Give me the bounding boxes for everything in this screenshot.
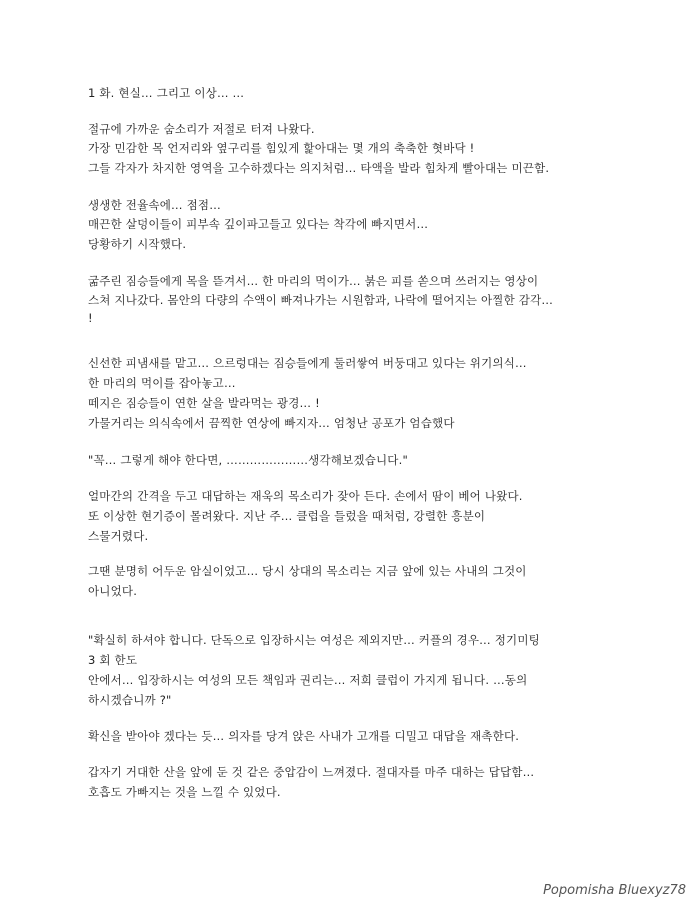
chapter-heading: 1 화. 현실… 그리고 이상… …	[88, 86, 245, 100]
paragraph-line: 얼마간의 간격을 두고 대답하는 재욱의 목소리가 잦아 든다. 손에서 땀이 베어 나왔다.	[88, 489, 523, 503]
dialogue-line: "확실히 하셔야 합니다. 단독으로 입장하시는 여성은 제외지만… 커플의 경우… 정기미팅	[88, 633, 540, 647]
paragraph-line: 굶주린 짐승들에게 목을 뜯겨서… 한 마리의 먹이가… 붉은 피를 쏟으며 쓰러지는 영상이	[88, 274, 539, 288]
dialogue-line: 안에서… 입장하시는 여성의 모든 책임과 권리는… 저희 클럽이 가지게 됩니다. …동의	[88, 673, 528, 687]
paragraph-line: 갑자기 거대한 산을 앞에 둔 것 같은 중압감이 느껴졌다. 절대자를 마주 대하는 답답함…	[88, 765, 535, 779]
watermark: Popomisha Bluexyz78	[543, 883, 686, 898]
paragraph-line: 또 이상한 현기증이 몰려왔다. 지난 주… 클럽을 들렀을 때처럼, 강렬한 흥분이	[88, 509, 486, 523]
paragraph-line: 그들 각자가 차지한 영역을 고수하겠다는 의지처럼… 타액을 발라 힘차게 빨아대는 미끈함.	[88, 161, 550, 175]
paragraph-line: 스쳐 지나갔다. 몸안의 다량의 수액이 빠져나가는 시원함과, 나락에 떨어지는 아찔한 감각…	[88, 293, 554, 307]
paragraph-line: 신선한 피냄새를 맡고… 으르렁대는 짐승들에게 둘러쌓여 버둥대고 있다는 위기의식…	[88, 356, 527, 370]
paragraph-line: 당황하기 시작했다.	[88, 237, 187, 251]
paragraph-line: 가물거리는 의식속에서 끔찍한 연상에 빠지자… 엄청난 공포가 엄습했다	[88, 416, 455, 430]
paragraph-line: 가장 민감한 목 언저리와 옆구리를 힘있게 핥아대는 몇 개의 축축한 혓바닥 !	[88, 141, 475, 155]
paragraph-line: 생생한 전율속에… 점점…	[88, 198, 221, 212]
dialogue-line: "꼭… 그렇게 해야 한다면, …………………생각해보겠습니다."	[88, 453, 408, 467]
paragraph-line: 매끈한 살덩이들이 피부속 깊이파고들고 있다는 착각에 빠지면서…	[88, 217, 429, 231]
paragraph-line: 한 마리의 먹이를 잡아놓고…	[88, 376, 236, 390]
paragraph-line: !	[88, 311, 93, 325]
paragraph-line: 아니었다.	[88, 584, 138, 598]
dialogue-line: 하시겠습니까 ?"	[88, 693, 172, 707]
paragraph-line: 확신을 받아야 겠다는 듯… 의자를 당겨 앉은 사내가 고개를 디밀고 대답을 재촉한다.	[88, 729, 520, 743]
paragraph-line: 그땐 분명히 어두운 암실이었고… 당시 상대의 목소리는 지금 앞에 있는 사내의 그것이	[88, 564, 527, 578]
dialogue-line: 3 회 한도	[88, 653, 138, 667]
paragraph-line: 스물거렸다.	[88, 529, 149, 543]
paragraph-line: 떼지은 짐승들이 연한 살을 발라먹는 광경… !	[88, 396, 320, 410]
paragraph-line: 호흡도 가빠지는 것을 느낄 수 있었다.	[88, 785, 281, 799]
paragraph-line: 절규에 가까운 숨소리가 저절로 터져 나왔다.	[88, 122, 315, 136]
